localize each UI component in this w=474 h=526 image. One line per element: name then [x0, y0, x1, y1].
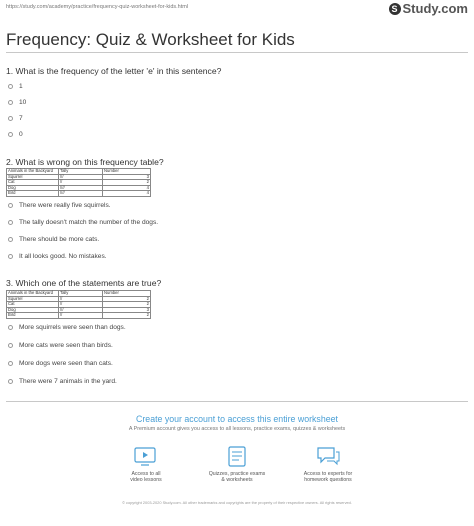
cta-title[interactable]: Create your account to access this entire worksheet — [136, 414, 338, 424]
question-2: 2. What is wrong on this frequency table? — [6, 157, 164, 167]
page-title: Frequency: Quiz & Worksheet for Kids — [6, 30, 295, 49]
table-row: Bird //// 4 — [8, 190, 149, 195]
radio-icon[interactable] — [8, 254, 13, 259]
copyright-footer: © copyright 2003-2020 Study.com. All other trademarks and copyrights are the property of their respective owners. All rights reserved. — [122, 500, 352, 505]
table-row: Dog //// 4 — [8, 184, 149, 190]
feature-video-lessons: Access to all video lessons — [110, 444, 182, 483]
logo-mark-icon: S — [389, 3, 401, 15]
chat-icon — [314, 444, 342, 468]
radio-icon[interactable] — [8, 237, 13, 242]
cta-divider — [6, 401, 468, 402]
study-logo[interactable] — [389, 1, 469, 16]
radio-icon[interactable] — [8, 100, 13, 105]
radio-icon[interactable] — [8, 325, 13, 330]
option[interactable]: More dogs were seen than cats. — [8, 360, 113, 367]
title-divider — [6, 52, 468, 53]
table-row: Squirrel // 2 — [8, 295, 149, 301]
radio-icon[interactable] — [8, 84, 13, 89]
option[interactable]: More cats were seen than birds. — [8, 342, 113, 349]
frequency-table-2 — [6, 168, 151, 197]
radio-icon[interactable] — [8, 343, 13, 348]
video-icon — [132, 444, 160, 468]
frequency-table-3 — [6, 290, 151, 319]
cta-subtitle: A Premium account gives you access to all lessons, practice exams, quizzes & worksheets — [128, 426, 346, 432]
quiz-icon — [223, 444, 251, 468]
table-row: Cat // 2 — [8, 301, 149, 306]
radio-icon[interactable] — [8, 116, 13, 121]
feature-experts: Access to experts for homework questions — [292, 444, 364, 483]
option[interactable]: 7 — [8, 115, 23, 122]
question-3: 3. Which one of the statements are true? — [6, 278, 162, 288]
option[interactable]: The tally doesn't match the number of the dogs. — [8, 219, 158, 226]
table-header-row: Animals in the Backyard Tally Number — [7, 169, 151, 175]
option[interactable]: There should be more cats. — [8, 236, 99, 243]
option[interactable]: There were 7 animals in the yard. — [8, 378, 117, 385]
page-url: https://study.com/academy/practice/frequency-quiz-worksheet-for-kids.html — [6, 4, 189, 10]
radio-icon[interactable] — [8, 361, 13, 366]
table-row: Dog /// 3 — [8, 306, 149, 312]
feature-quizzes: Quizzes, practice exams & worksheets — [201, 444, 273, 483]
option[interactable]: 1 — [8, 83, 23, 90]
option[interactable]: 10 — [8, 99, 26, 106]
question-1: 1. What is the frequency of the letter 'e' in this sentence? — [6, 66, 222, 76]
option[interactable]: There were really five squirrels. — [8, 202, 111, 209]
table-header-row: Animals in the Backyard Tally Number — [7, 291, 151, 297]
option[interactable]: It all looks good. No mistakes. — [8, 253, 107, 260]
radio-icon[interactable] — [8, 132, 13, 137]
table-row: Cat // 2 — [8, 179, 149, 184]
table-row: Bird // 2 — [8, 312, 149, 317]
logo-text: Study.com — [402, 1, 468, 16]
radio-icon[interactable] — [8, 203, 13, 208]
option[interactable]: More squirrels were seen than dogs. — [8, 324, 126, 331]
radio-icon[interactable] — [8, 220, 13, 225]
option[interactable]: 0 — [8, 131, 23, 138]
radio-icon[interactable] — [8, 379, 13, 384]
table-row: Squirrel /// 3 — [8, 173, 149, 179]
